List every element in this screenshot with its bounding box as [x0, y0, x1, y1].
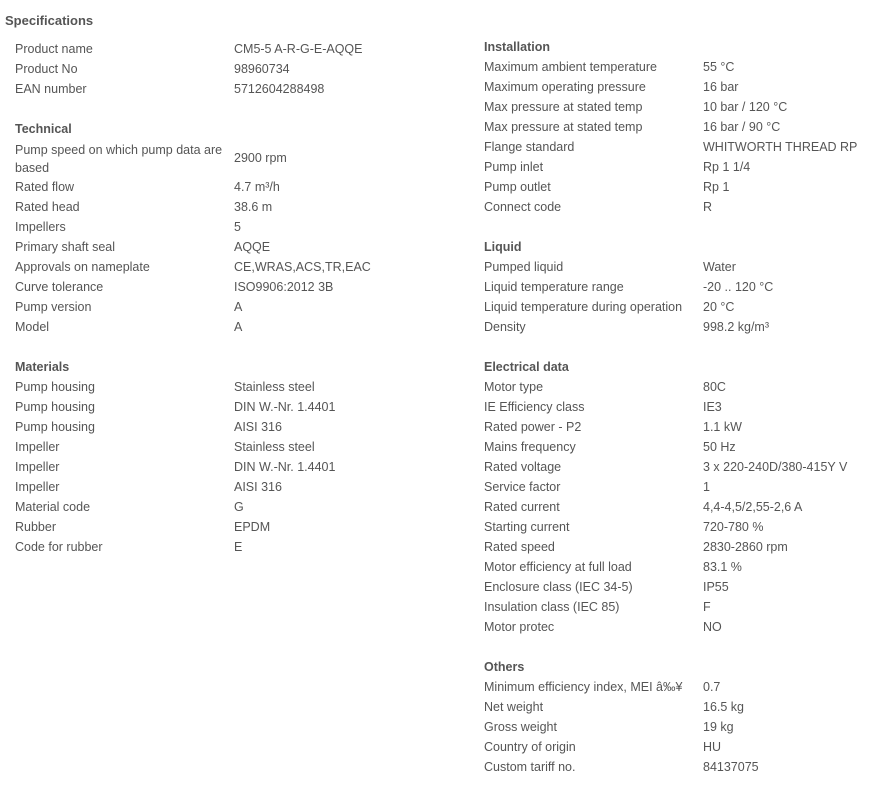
spec-value: 720-780 % — [703, 520, 764, 534]
spec-row — [484, 57, 879, 77]
spec-label: Pump housing — [15, 380, 95, 394]
spec-label: Impeller — [15, 460, 60, 474]
spec-value: 83.1 % — [703, 560, 742, 574]
section-title: Installation — [484, 40, 550, 54]
spec-label: Impeller — [15, 440, 60, 454]
section-general — [15, 39, 475, 99]
spec-row — [484, 197, 879, 217]
spec-row — [484, 97, 879, 117]
spec-row — [484, 477, 879, 497]
spec-row — [484, 437, 879, 457]
section-electrical-data — [484, 357, 879, 637]
spec-row — [484, 597, 879, 617]
spec-label: Mains frequency — [484, 440, 576, 454]
section-spacer — [15, 99, 475, 119]
spec-row — [484, 497, 879, 517]
spec-row — [484, 557, 879, 577]
spec-value: AISI 316 — [234, 480, 282, 494]
spec-value: AISI 316 — [234, 420, 282, 434]
spec-label: Model — [15, 320, 50, 334]
spec-label: Material code — [15, 500, 91, 514]
spec-label: Code for rubber — [15, 540, 103, 554]
spec-label: EAN number — [15, 82, 87, 96]
spec-row — [484, 157, 879, 177]
spec-value: 998.2 kg/m³ — [703, 320, 770, 334]
spec-label: Rated voltage — [484, 460, 562, 474]
spec-label: Rated head — [15, 200, 80, 214]
spec-row — [484, 717, 879, 737]
spec-value: CM5-5 A-R-G-E-AQQE — [234, 42, 363, 56]
spec-row — [15, 197, 475, 217]
spec-value: 2830-2860 rpm — [703, 540, 788, 554]
spec-value: 5 — [234, 220, 241, 234]
spec-row — [484, 737, 879, 757]
spec-row — [15, 377, 475, 397]
spec-value: 16 bar / 90 °C — [703, 120, 781, 134]
spec-value: IP55 — [703, 580, 729, 594]
spec-value: AQQE — [234, 240, 271, 254]
spec-row — [484, 517, 879, 537]
spec-label: Product name — [15, 42, 93, 56]
spec-label: Motor protec — [484, 620, 555, 634]
spec-value: 20 °C — [703, 300, 735, 314]
spec-row — [15, 317, 475, 337]
spec-label: Pump outlet — [484, 180, 551, 194]
spec-label: Liquid temperature range — [484, 280, 624, 294]
spec-label: Pump housing — [15, 400, 95, 414]
spec-value: Stainless steel — [234, 380, 315, 394]
spec-row — [484, 397, 879, 417]
spec-row — [15, 397, 475, 417]
section-materials — [15, 357, 475, 557]
spec-value: NO — [703, 620, 722, 634]
spec-label: Impeller — [15, 480, 60, 494]
spec-row — [15, 139, 475, 177]
spec-value: WHITWORTH THREAD RP — [703, 140, 858, 154]
spec-value: 3 x 220-240D/380-415Y V — [703, 460, 848, 474]
spec-row — [15, 437, 475, 457]
spec-row — [15, 217, 475, 237]
section-installation — [484, 37, 879, 217]
spec-label: Custom tariff no. — [484, 760, 576, 774]
spec-value: 19 kg — [703, 720, 734, 734]
spec-label: Rated speed — [484, 540, 555, 554]
spec-row — [15, 537, 475, 557]
spec-value: 1.1 kW — [703, 420, 742, 434]
spec-label: Max pressure at stated temp — [484, 120, 643, 134]
spec-value: 2900 rpm — [234, 151, 287, 165]
spec-row — [484, 177, 879, 197]
spec-value: 0.7 — [703, 680, 721, 694]
spec-label: Gross weight — [484, 720, 557, 734]
spec-value: -20 .. 120 °C — [703, 280, 774, 294]
spec-label: Insulation class (IEC 85) — [484, 600, 620, 614]
spec-row — [15, 177, 475, 197]
spec-value: A — [234, 300, 243, 314]
spec-label: Product No — [15, 62, 78, 76]
spec-row — [484, 117, 879, 137]
spec-label: Rubber — [15, 520, 56, 534]
section-title: Materials — [15, 360, 70, 374]
spec-label: Pump version — [15, 300, 92, 314]
spec-label: Pump housing — [15, 420, 95, 434]
spec-row — [484, 377, 879, 397]
spec-label: Motor type — [484, 380, 544, 394]
spec-row — [484, 577, 879, 597]
spec-value: 5712604288498 — [234, 82, 325, 96]
spec-label: Starting current — [484, 520, 570, 534]
spec-value: Rp 1 — [703, 180, 730, 194]
spec-row — [484, 617, 879, 637]
spec-label: Rated current — [484, 500, 560, 514]
spec-row — [15, 417, 475, 437]
spec-value: Water — [703, 260, 736, 274]
section-liquid — [484, 237, 879, 337]
spec-value: 10 bar / 120 °C — [703, 100, 788, 114]
spec-row — [15, 297, 475, 317]
spec-value: 38.6 m — [234, 200, 273, 214]
spec-row — [484, 757, 879, 777]
section-title: Technical — [15, 122, 72, 136]
spec-value: A — [234, 320, 243, 334]
spec-row — [15, 237, 475, 257]
section-spacer — [484, 337, 879, 357]
spec-value: G — [234, 500, 244, 514]
spec-value: 4.7 m³/h — [234, 180, 280, 194]
spec-label: Rated flow — [15, 180, 75, 194]
spec-label: Approvals on nameplate — [15, 260, 150, 274]
spec-label: IE Efficiency class — [484, 400, 585, 414]
spec-row — [484, 257, 879, 277]
spec-row — [484, 677, 879, 697]
spec-value: 55 °C — [703, 60, 735, 74]
spec-value: CE,WRAS,ACS,TR,EAC — [234, 260, 371, 274]
spec-value: F — [703, 600, 711, 614]
spec-row — [15, 79, 475, 99]
spec-value: 50 Hz — [703, 440, 736, 454]
section-others — [484, 657, 879, 777]
spec-value: EPDM — [234, 520, 271, 534]
spec-label: Service factor — [484, 480, 561, 494]
spec-label: Pumped liquid — [484, 260, 564, 274]
spec-value: 1 — [703, 480, 710, 494]
spec-label: Rated power - P2 — [484, 420, 582, 434]
spec-row — [484, 457, 879, 477]
spec-row — [484, 77, 879, 97]
spec-label: Max pressure at stated temp — [484, 100, 643, 114]
spec-value: IE3 — [703, 400, 722, 414]
spec-label: Connect code — [484, 200, 562, 214]
spec-value: DIN W.-Nr. 1.4401 — [234, 400, 336, 414]
spec-row — [484, 277, 879, 297]
spec-label: Net weight — [484, 700, 544, 714]
spec-label: Density — [484, 320, 526, 334]
spec-label: Primary shaft seal — [15, 240, 116, 254]
spec-value: 80C — [703, 380, 726, 394]
spec-row — [15, 497, 475, 517]
spec-label: Maximum ambient temperature — [484, 60, 657, 74]
spec-row — [15, 277, 475, 297]
spec-value: E — [234, 540, 243, 554]
spec-value: ISO9906:2012 3B — [234, 280, 334, 294]
spec-label: Motor efficiency at full load — [484, 560, 632, 574]
spec-row — [15, 257, 475, 277]
section-spacer — [484, 637, 879, 657]
spec-value: Rp 1 1/4 — [703, 160, 751, 174]
spec-row — [15, 477, 475, 497]
spec-row — [484, 137, 879, 157]
spec-value: 98960734 — [234, 62, 290, 76]
spec-row — [484, 317, 879, 337]
spec-label: Flange standard — [484, 140, 575, 154]
spec-row — [484, 417, 879, 437]
spec-label: Curve tolerance — [15, 280, 104, 294]
spec-value: 16 bar — [703, 80, 739, 94]
spec-label: Minimum efficiency index, MEI â‰¥ — [484, 680, 683, 694]
section-technical — [15, 119, 475, 337]
section-spacer — [484, 217, 879, 237]
spec-value: 4,4-4,5/2,55-2,6 A — [703, 500, 803, 514]
spec-row — [15, 59, 475, 79]
spec-row — [15, 457, 475, 477]
spec-row — [484, 697, 879, 717]
page-title: Specifications — [5, 13, 94, 28]
spec-row — [484, 537, 879, 557]
spec-row — [15, 517, 475, 537]
spec-label: Liquid temperature during operation — [484, 300, 683, 314]
section-title: Liquid — [484, 240, 522, 254]
spec-value: 84137075 — [703, 760, 759, 774]
section-title: Electrical data — [484, 360, 569, 374]
spec-value: 16.5 kg — [703, 700, 745, 714]
spec-value: R — [703, 200, 713, 214]
spec-value: Stainless steel — [234, 440, 315, 454]
spec-label: Maximum operating pressure — [484, 80, 646, 94]
spec-row — [15, 39, 475, 59]
right-column — [484, 37, 879, 777]
left-column — [15, 39, 475, 557]
section-title: Others — [484, 660, 525, 674]
spec-value: DIN W.-Nr. 1.4401 — [234, 460, 336, 474]
spec-label: Pump speed on which pump data are based — [15, 143, 223, 175]
spec-label: Pump inlet — [484, 160, 544, 174]
section-spacer — [15, 337, 475, 357]
spec-value: HU — [703, 740, 722, 754]
spec-row — [484, 297, 879, 317]
spec-label: Impellers — [15, 220, 66, 234]
spec-label: Enclosure class (IEC 34-5) — [484, 580, 633, 594]
spec-label: Country of origin — [484, 740, 576, 754]
